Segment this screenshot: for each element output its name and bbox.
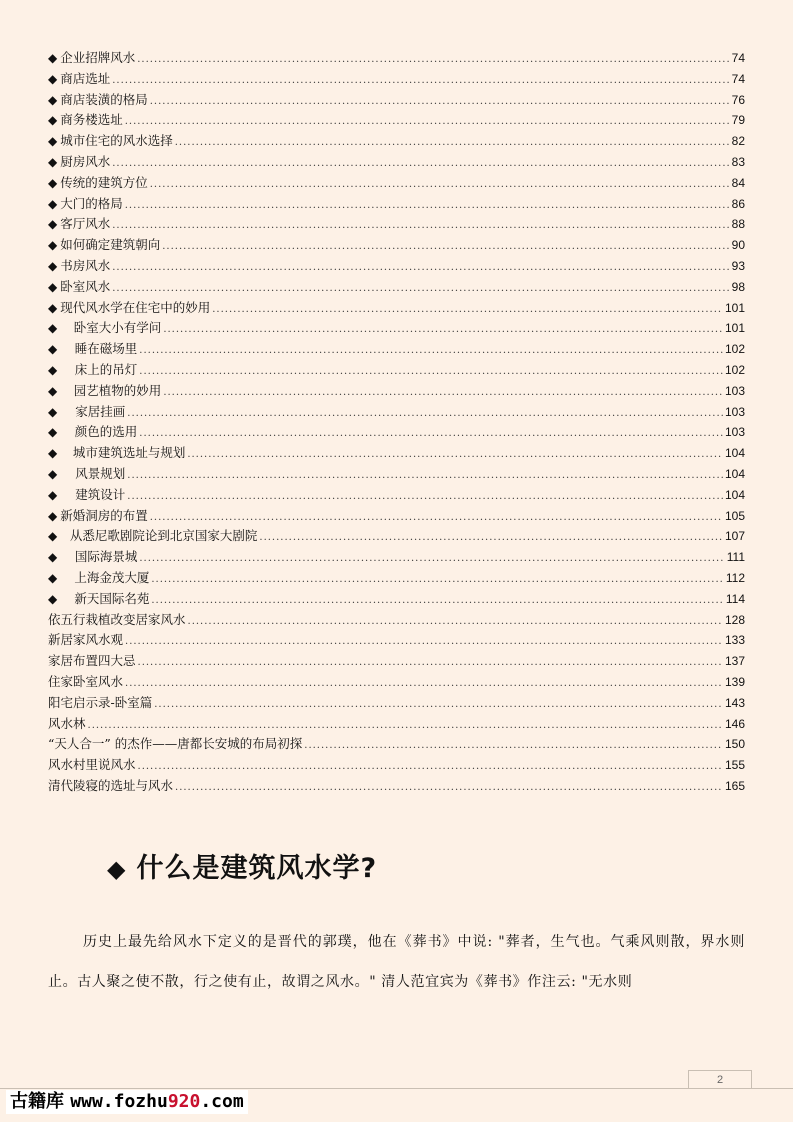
dot-leader — [175, 778, 723, 799]
toc-entry[interactable] — [48, 339, 745, 360]
toc-entry-title: 依五行栽植改变居家风水 — [48, 611, 186, 627]
toc-entry-title: 风水林 — [48, 715, 86, 731]
toc-entry[interactable] — [48, 110, 745, 131]
toc-entry[interactable] — [48, 235, 745, 256]
dot-leader — [125, 674, 723, 695]
toc-entry-page: 82 — [731, 134, 745, 149]
toc-entry[interactable] — [48, 485, 745, 506]
toc-entry-title: 客厅风水 — [60, 216, 111, 232]
toc-entry[interactable] — [48, 714, 745, 735]
diamond-bullet-icon: ◆ — [48, 425, 58, 440]
diamond-bullet-icon: ◆ — [48, 238, 58, 253]
toc-entry-title: 新天国际名苑 — [74, 590, 150, 606]
toc-entry-page: 104 — [724, 487, 745, 502]
toc-entry-title: 企业招牌风水 — [60, 50, 136, 65]
dot-leader — [187, 445, 723, 466]
diamond-bullet-icon: ◆ — [48, 321, 58, 336]
toc-entry[interactable] — [48, 90, 745, 111]
toc-entry[interactable] — [48, 443, 745, 464]
toc-entry-title: 睡在磁场里 — [74, 341, 138, 357]
diamond-bullet-icon: ◆ — [48, 466, 58, 481]
toc-entry-page: 98 — [731, 279, 745, 294]
table-of-contents — [48, 48, 745, 797]
dot-leader — [212, 300, 723, 321]
diamond-bullet-icon: ◆ — [48, 71, 58, 86]
diamond-bullet-icon: ◆ — [48, 279, 58, 294]
toc-entry-title: 城市建筑选址与规划 — [72, 445, 186, 461]
diamond-bullet-icon: ◆ — [48, 113, 58, 128]
dot-leader — [112, 71, 729, 92]
toc-entry[interactable] — [48, 630, 745, 651]
toc-entry-title: 清代陵寝的选址与风水 — [48, 777, 174, 793]
toc-entry-page: 103 — [724, 383, 745, 398]
toc-entry-title: 商务楼选址 — [60, 112, 123, 128]
toc-entry-page: 86 — [731, 196, 745, 211]
watermark-label: 古籍库 — [10, 1091, 64, 1112]
toc-entry-title: 阳宅启示录-卧室篇 — [48, 694, 153, 710]
toc-entry-page: 83 — [731, 154, 745, 169]
dot-leader — [150, 175, 730, 196]
toc-entry[interactable] — [48, 277, 745, 298]
diamond-bullet-icon: ◆ — [48, 383, 58, 398]
footer-divider — [0, 1088, 793, 1089]
toc-entry-page: 74 — [731, 51, 745, 65]
dot-leader — [150, 92, 730, 113]
toc-entry[interactable] — [48, 693, 745, 714]
body-paragraph-text: 历史上最先给风水下定义的是晋代的郭璞，他在《葬书》中说: "葬者，生气也。气乘风则散，界水则止。古人聚之使不散，行之使有止，故谓之风水。" 清人范宜宾为《葬书》作注云: "无水则 — [48, 934, 745, 990]
toc-entry-page: 103 — [724, 404, 745, 419]
toc-entry-page: 84 — [731, 175, 745, 190]
dot-leader — [112, 154, 729, 175]
toc-entry[interactable] — [48, 610, 745, 631]
toc-entry-title: 家居挂画 — [75, 403, 126, 419]
diamond-bullet-icon: ◆ — [48, 446, 58, 461]
dot-leader — [127, 404, 723, 425]
toc-entry-title: 住家卧室风水 — [48, 673, 124, 689]
toc-entry[interactable] — [48, 547, 745, 568]
toc-entry[interactable] — [48, 173, 745, 194]
diamond-bullet-icon: ◆ — [48, 154, 58, 169]
toc-entry-title: 商店装潢的格局 — [60, 91, 148, 107]
dot-leader — [139, 424, 723, 445]
toc-entry[interactable] — [48, 422, 745, 443]
dot-leader — [125, 632, 723, 653]
toc-entry-page: 146 — [724, 716, 745, 731]
toc-entry-page: 143 — [724, 695, 745, 710]
toc-entry-title: 风水村里说风水 — [48, 757, 136, 773]
toc-entry-page: 128 — [724, 612, 745, 627]
toc-entry[interactable] — [48, 318, 745, 339]
diamond-bullet-icon: ◆ — [48, 196, 58, 211]
toc-entry-title: 上海金茂大厦 — [74, 569, 150, 585]
body-paragraph — [48, 922, 745, 1002]
toc-entry[interactable] — [48, 131, 745, 152]
toc-entry-page: 105 — [724, 508, 745, 523]
toc-entry-page: 150 — [724, 737, 745, 752]
toc-entry-page: 165 — [724, 778, 745, 793]
dot-leader — [125, 112, 730, 133]
diamond-bullet-icon: ◆ — [48, 342, 58, 357]
toc-entry-title: 传统的建筑方位 — [60, 174, 148, 190]
dot-leader — [151, 591, 724, 612]
toc-entry-page: 102 — [724, 362, 745, 377]
toc-entry[interactable] — [48, 651, 745, 672]
toc-entry-page: 107 — [724, 529, 745, 544]
diamond-bullet-icon: ◆ — [48, 550, 58, 565]
diamond-bullet-icon: ◆ — [48, 362, 58, 377]
toc-entry-page: 101 — [724, 300, 745, 315]
toc-entry-title: 商店选址 — [60, 70, 111, 86]
dot-leader — [127, 466, 723, 487]
toc-entry[interactable] — [48, 672, 745, 693]
watermark-site — [70, 1091, 243, 1112]
diamond-bullet-icon: ◆ — [48, 529, 58, 544]
toc-entry[interactable] — [48, 464, 745, 485]
toc-entry[interactable] — [48, 48, 745, 69]
toc-entry-title: “天人合一” 的杰作——唐都长安城的布局初探 — [48, 736, 303, 752]
toc-entry-page: 112 — [725, 570, 745, 585]
toc-entry-title: 城市住宅的风水选择 — [60, 133, 173, 149]
dot-leader — [188, 612, 723, 633]
toc-entry-title: 国际海景城 — [74, 549, 138, 565]
diamond-bullet-icon: ◆ — [48, 508, 58, 523]
toc-entry-page: 155 — [724, 758, 745, 773]
dot-leader — [163, 383, 723, 404]
dot-leader — [127, 487, 723, 508]
toc-entry-page: 93 — [731, 258, 745, 273]
dot-leader — [154, 695, 723, 716]
toc-entry-title: 卧室大小有学问 — [73, 320, 162, 336]
toc-entry-page: 88 — [731, 217, 745, 232]
diamond-bullet-icon: ◆ — [48, 258, 58, 273]
diamond-bullet-icon: ◆ — [48, 217, 58, 232]
toc-entry-page: 102 — [724, 342, 745, 357]
dot-leader — [150, 508, 723, 529]
toc-entry[interactable] — [48, 69, 745, 90]
toc-entry-page: 74 — [731, 71, 745, 86]
dot-leader — [112, 279, 729, 300]
toc-entry-page: 114 — [725, 591, 745, 606]
dot-leader — [138, 653, 723, 674]
toc-entry-title: 家居布置四大忌 — [48, 653, 136, 669]
section-heading-text: 什么是建筑风水学? — [136, 853, 378, 884]
toc-entry[interactable] — [48, 526, 745, 547]
toc-entry[interactable] — [48, 152, 745, 173]
dot-leader — [139, 362, 723, 383]
toc-entry-title: 新居家风水观 — [48, 632, 124, 648]
diamond-bullet-icon: ◆ — [48, 92, 58, 107]
toc-entry-page: 139 — [724, 674, 745, 689]
diamond-bullet-icon: ◆ — [48, 404, 58, 419]
toc-entry-title: 新婚洞房的布置 — [60, 507, 148, 523]
dot-leader — [137, 50, 729, 71]
toc-entry[interactable] — [48, 256, 745, 277]
toc-entry-title: 从悉尼歌剧院论到北京国家大剧院 — [69, 528, 258, 544]
toc-entry[interactable] — [48, 568, 745, 589]
watermark-site-prefix: www.fozhu — [70, 1091, 168, 1112]
toc-entry-page: 90 — [731, 238, 745, 253]
toc-entry[interactable] — [48, 360, 745, 381]
dot-leader — [175, 133, 730, 154]
diamond-bullet-icon: ◆ — [48, 175, 58, 190]
toc-entry-title: 卧室风水 — [60, 278, 111, 294]
toc-entry[interactable] — [48, 776, 745, 797]
diamond-bullet-icon: ◆ — [48, 134, 58, 149]
toc-entry[interactable] — [48, 755, 745, 776]
dot-leader — [88, 716, 723, 737]
toc-entry-title: 厨房风水 — [60, 153, 111, 169]
toc-entry-title: 园艺植物的妙用 — [73, 382, 162, 398]
toc-entry-page: 101 — [724, 321, 745, 336]
diamond-bullet-icon: ◆ — [107, 855, 127, 883]
dot-leader — [139, 549, 724, 570]
toc-entry-page: 103 — [724, 425, 745, 440]
toc-entry-title: 如何确定建筑朝向 — [60, 237, 161, 253]
toc-entry-title: 建筑设计 — [75, 486, 126, 502]
toc-entry[interactable] — [48, 381, 745, 402]
dot-leader — [151, 570, 724, 591]
toc-entry-page: 133 — [724, 633, 745, 648]
toc-entry-page: 104 — [724, 466, 745, 481]
dot-leader — [138, 757, 723, 778]
toc-entry-page: 111 — [726, 550, 745, 565]
dot-leader — [139, 341, 723, 362]
diamond-bullet-icon: ◆ — [48, 570, 58, 585]
toc-entry-title: 风景规划 — [75, 465, 126, 481]
toc-entry[interactable] — [48, 298, 745, 319]
toc-entry[interactable] — [48, 506, 745, 527]
page-number: 2 — [688, 1070, 752, 1089]
toc-entry[interactable] — [48, 589, 745, 610]
dot-leader — [162, 237, 729, 258]
toc-entry-title: 大门的格局 — [60, 195, 123, 211]
toc-entry-title: 颜色的选用 — [74, 424, 138, 440]
toc-entry[interactable] — [48, 402, 745, 423]
diamond-bullet-icon: ◆ — [48, 487, 58, 502]
toc-entry-page: 76 — [731, 92, 745, 107]
diamond-bullet-icon: ◆ — [48, 51, 58, 65]
toc-entry[interactable] — [48, 734, 745, 755]
watermark-site-suffix: .com — [200, 1091, 244, 1112]
dot-leader — [304, 736, 723, 757]
watermark-site-accent: 920 — [167, 1091, 201, 1112]
toc-entry-title: 书房风水 — [60, 257, 111, 273]
toc-entry-title: 床上的吊灯 — [74, 361, 138, 377]
watermark — [6, 1090, 248, 1114]
toc-entry[interactable] — [48, 214, 745, 235]
toc-entry-title: 现代风水学在住宅中的妙用 — [60, 299, 211, 315]
dot-leader — [163, 320, 723, 341]
toc-entry-page: 104 — [724, 446, 745, 461]
dot-leader — [259, 528, 723, 549]
dot-leader — [112, 258, 729, 279]
dot-leader — [125, 196, 730, 217]
toc-entry[interactable] — [48, 194, 745, 215]
dot-leader — [112, 216, 729, 237]
section-heading — [107, 846, 377, 885]
toc-entry-page: 79 — [731, 113, 745, 128]
diamond-bullet-icon: ◆ — [48, 300, 58, 315]
toc-entry-page: 137 — [724, 654, 745, 669]
diamond-bullet-icon: ◆ — [48, 591, 58, 606]
